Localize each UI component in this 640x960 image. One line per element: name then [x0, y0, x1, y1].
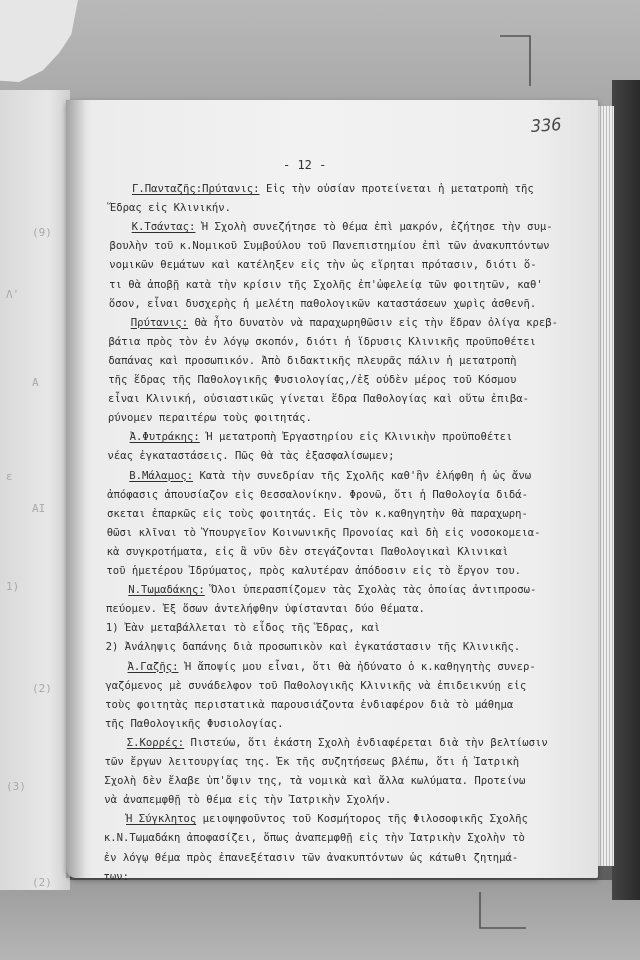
speaker-name: Ἀ.Γαζῆς: [127, 660, 179, 673]
left-page-mark: (2) [32, 682, 52, 695]
registration-mark-bottom [470, 888, 530, 938]
text-line [104, 832, 525, 844]
text-line [106, 641, 521, 653]
speaker-name: Ἀ.Φυτράκης: [129, 431, 200, 444]
text-line [109, 240, 549, 252]
text-line [108, 355, 516, 367]
line-text: Ἡ Σχολὴ συνεζήτησε τὸ θέμα ἐπὶ μακρόν, ἐζήτησε τὴν συμ- [195, 221, 553, 234]
text-line [108, 393, 529, 405]
text-line [109, 298, 536, 310]
line-text: γαζόμενος μὲ συνάδελφον τοῦ Παθολογικῆς Κλινικῆς νὰ ἐπιδεικνύῃ εἰς [105, 679, 527, 692]
text-line [126, 813, 528, 825]
line-text: 2) Ἀνάληψις δαπάνης διὰ προσωπικὸν καὶ ἐγκατάστασιν τῆς Κλινικῆς. [105, 641, 521, 654]
background-bottom [0, 880, 640, 960]
line-text: μειοψηφοῦντος τοῦ Κοσμήτορος τῆς Φιλοσοφικῆς Σχολῆς [196, 813, 528, 826]
line-text: ἐν λόγῳ θέμα πρὸς ἐπανεξέτασιν τῶν ἀνακυπτόντων ὡς κάτωθι ζητημά- [103, 851, 519, 864]
line-text: σκεται ἐπαρκῶς εἰς τοὺς φοιτητάς. Εἰς τὸν κ.καθηγητὴν θὰ παραχωρη- [106, 507, 528, 520]
line-text: δαπάνας καὶ προσωπικόν. Ἀπὸ διδακτικῆς πλευρᾶς πάλιν ἡ μετατροπὴ [108, 354, 517, 367]
line-text: 1) Ἐὰν μεταβάλλεται τὸ εἶδος τῆς Ἕδρας, καὶ [105, 622, 381, 635]
text-line [105, 756, 520, 768]
line-text: νὰ ἀναπεμφθῇ τὸ θέμα εἰς τὴν Ἰατρικὴν Σχολήν. [104, 794, 392, 807]
text-line [107, 527, 541, 539]
speaker-name: Γ.Πανταζῆς:Πρύτανις: [132, 183, 260, 195]
text-line [104, 775, 525, 787]
background-top [0, 0, 640, 112]
text-line [131, 317, 558, 329]
text-line [106, 603, 425, 615]
text-line [106, 622, 380, 634]
left-page-mark: (9) [32, 226, 52, 239]
line-text: ρύνομεν περαιτέρω τοὺς φοιτητάς. [107, 412, 312, 425]
line-text: Κατὰ τὴν συνεδρίαν τῆς Σχολῆς καθ'ἣν ἐλήφθη ἡ ὡς ἄνω [193, 469, 532, 482]
line-text: πεύομεν. Ἐξ ὅσων ἀντελήφθην ὑφίστανται δύο θέματα. [106, 603, 425, 616]
line-text: τῆς ἕδρας τῆς Παθολογικῆς Φυσιολογίας,/ἐξ οὐδὲν μέρος τοῦ Κόσμου [108, 374, 517, 386]
text-line [132, 221, 553, 233]
speaker-name: Ν.Τωμαδάκης: [128, 584, 205, 597]
left-page-mark: 1) [6, 580, 20, 593]
line-text: βάτια πρὸς τὸν ἐν λόγῳ σκοπόν, διότι ἡ ἵδρυσις Κλινικῆς προϋποθέτει [108, 335, 536, 348]
text-line [110, 202, 231, 214]
text-line [109, 259, 536, 271]
line-text: Σχολὴ δὲν ἔλαβε ὑπ'ὄψιν της, τὰ νομικὰ καὶ ἄλλα κωλύματα. Προτείνω [104, 775, 526, 788]
speaker-name: Κ.Τσάντας: [131, 221, 196, 234]
left-page-mark: Α [32, 376, 39, 389]
line-text: Ἡ ἄποψίς μου εἶναι, ὅτι θὰ ἠδύνατο ὁ κ.καθηγητὴς συνερ- [178, 660, 536, 673]
line-text: βουλὴν τοῦ κ.Νομικοῦ Συμβούλου τοῦ Πανεπιστημίου ἐπὶ τῶν ἀνακυπτόντων [109, 240, 550, 253]
text-line [105, 680, 526, 692]
text-line [128, 661, 536, 673]
speaker-name: Σ.Κορρές: [126, 736, 185, 749]
line-text: ἀπόφασις ἀπουσίαζον εἰς Θεσσαλονίκην. Φρονῶ, ὅτι ἡ Παθολογία διδά- [107, 488, 529, 501]
text-line [130, 431, 513, 443]
line-text: κ.Ν.Τωμαδάκη ἀποφασίζει, ὅπως ἀναπεμφθῇ εἰς τὴν Ἰατρικὴν Σχολὴν τὸ [103, 832, 525, 845]
line-text: Ἡ μετατροπὴ Ἐργαστηρίου εἰς Κλινικὴν προϋποθέτει [199, 431, 513, 444]
line-text: τῆς Παθολογικῆς Φυσιολογίας. [104, 717, 284, 730]
text-line [107, 546, 509, 558]
handwritten-page-number: 336 [530, 114, 563, 138]
line-text: εἶναι Κλινική, οὐσιαστικῶς γίνεται ἕδρα Παθολογίας καὶ οὕτω ἐπιβα- [108, 393, 529, 406]
page-number: - 12 - [283, 158, 327, 172]
text-line [109, 279, 543, 291]
left-page-mark: (2) [32, 876, 52, 889]
text-line [108, 412, 312, 424]
page-gutter-shadow [66, 100, 86, 878]
left-page-mark: ε [6, 470, 13, 483]
line-text: ὅσον, εἶναι δυσχερὴς ἡ μελέτη παθολογικῶν καταστάσεων χωρὶς ἀσθενῆ. [108, 297, 537, 310]
text-line [128, 584, 536, 596]
text-line [104, 794, 391, 806]
text-line [105, 699, 513, 711]
line-text: τῶν ἔργων λειτουργίας της. Ἐκ τῆς συζητήσεως βλέπω, ὅτι ἡ Ἰατρικὴ [104, 756, 520, 768]
line-text: Θὰ ἦτο δυνατὸν νὰ παραχωρηθῶσιν εἰς τὴν ἕδραν ὀλίγα κρεβ- [188, 316, 559, 329]
line-text: νομικῶν θεμάτων καὶ κατέληξεν εἰς τὴν ὡς εἴρηται πρότασιν, διότι ὅ- [109, 259, 537, 272]
text-line [108, 374, 516, 386]
text-line [109, 336, 536, 348]
line-text: κὰ συγκροτήματα, εἰς ἃ νῦν δὲν στεγάζονται Παθολογικαὶ Κλινικαὶ [106, 545, 509, 558]
speaker-name: Πρύτανις: [130, 316, 189, 329]
line-text: Εἰς τὴν οὐσίαν προτείνεται ἡ μετατροπὴ τῆς [259, 183, 534, 195]
text-line [104, 852, 519, 864]
line-text: τι θὰ ἀποβῇ κατὰ τὴν κρίσιν τῆς Σχολῆς ἐπ'ὠφελείᾳ τῶν φοιτητῶν, καθ' [109, 278, 543, 291]
left-page-mark: Λ' [6, 288, 20, 301]
text-line [104, 871, 130, 883]
line-text: νέας ἐγκαταστάσεις. Πῶς θὰ τὰς ἐξασφαλίσωμεν; [107, 450, 395, 463]
text-line [129, 470, 531, 482]
line-text: των: [103, 870, 130, 883]
text-line [107, 450, 394, 462]
left-page-mark: ΑΙ [32, 502, 46, 515]
line-text: θῶσι κλῖναι τὸ Ὑπουργεῖον Κοινωνικῆς Προνοίας καὶ δὴ εἰς νοσοκομεια- [106, 526, 541, 539]
line-text: Ἕδρας εἰς Κλινικήν. [109, 202, 231, 215]
text-line [107, 508, 528, 520]
speaker-name: Ἡ Σύγκλητος [126, 813, 197, 826]
line-text: τοῦ ἡμετέρου Ἱδρύματος, πρὸς καλυτέραν ἀπόδοσιν εἰς τὸ ἔργον του. [106, 565, 521, 577]
text-line [106, 565, 521, 577]
left-page-margin-marks [2, 90, 68, 890]
line-text: Ὅλοι ὑπερασπίζομεν τὰς Σχολὰς τὰς ὁποίας ἀντιπροσω- [204, 584, 537, 597]
text-line [107, 489, 528, 501]
text-line [127, 737, 548, 749]
registration-mark-top [496, 30, 536, 90]
left-page-mark: (3) [6, 780, 26, 793]
line-text: Πιστεύω, ὅτι ἑκάστη Σχολὴ ἐνδιαφέρεται διὰ τὴν βελτίωσιν [184, 736, 548, 749]
speaker-name: Β.Μάλαμος: [129, 469, 194, 482]
line-text: τοὺς φοιτητὰς περιστατικὰ παρουσιάζοντα ἐνδιαφέρον διὰ τὸ μάθημα [105, 698, 514, 711]
text-line [105, 718, 284, 730]
text-line [132, 183, 534, 195]
binder-cover [612, 80, 640, 900]
